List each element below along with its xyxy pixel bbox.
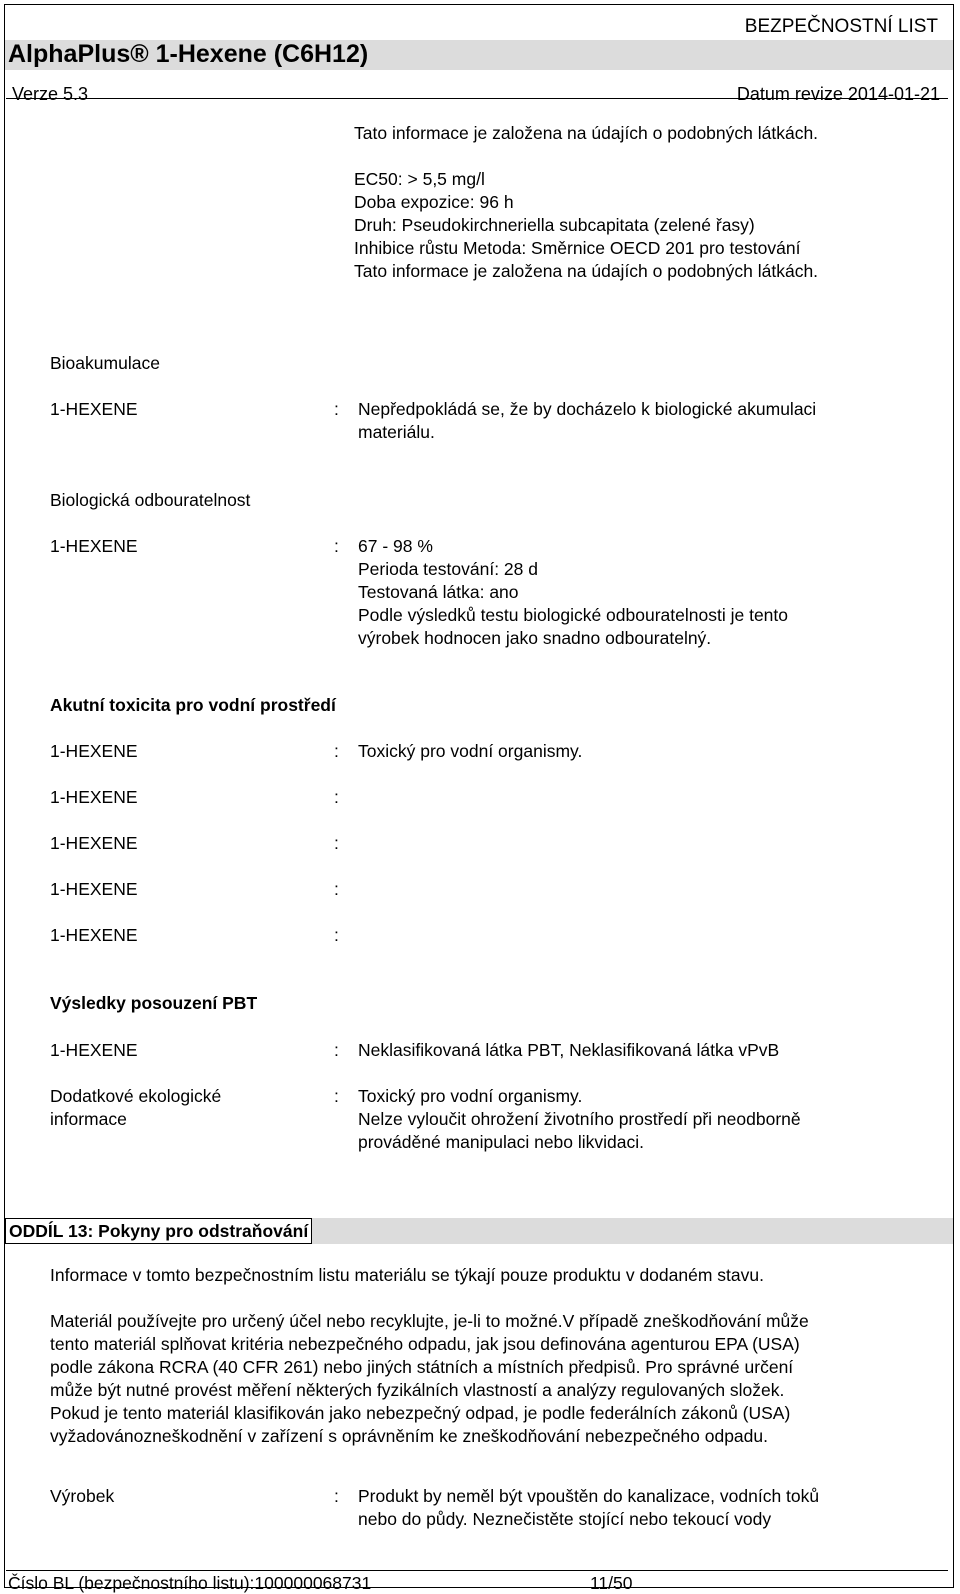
bioaccumulation-value-1: Nepředpokládá se, že by docházelo k biologické akumulaci [358,399,817,419]
section-13-paragraph-2-line: tento materiál splňovat kritéria nebezpečného odpadu, jak jsou definována agenturou EPA (USA) [50,1334,800,1354]
product-title: AlphaPlus® 1-Hexene (C6H12) [8,40,369,68]
biodegradability-note-2: výrobek hodnocen jako snadno odbouratelný. [358,628,712,648]
bioaccumulation-heading: Bioakumulace [50,353,160,373]
product-line-2: nebo do půdy. Neznečistěte stojící nebo tekoucí vody [358,1509,772,1529]
document-type: BEZPEČNOSTNÍ LIST [744,16,938,37]
aquatic-row-colon: : [334,741,339,761]
aquatic-row-substance: 1-HEXENE [50,879,138,899]
pbt-heading: Výsledky posouzení PBT [50,993,258,1013]
aquatic-row-colon: : [334,879,339,899]
footer-doc-number: Číslo BL (bezpečnostního listu):100000068731 [8,1573,372,1593]
version: Verze 5.3 [12,84,89,104]
aquatic-row-value: Toxický pro vodní organismy. [358,741,583,761]
pbt-substance: 1-HEXENE [50,1040,138,1060]
revision-date: Datum revize 2014-01-21 [736,84,940,104]
bioaccumulation-colon: : [334,399,339,419]
aquatic-row-substance: 1-HEXENE [50,833,138,853]
section-13-paragraph-2-line: podle zákona RCRA (40 CFR 261) nebo jiných státních a místních předpisů. Pro správné určení [50,1357,794,1377]
extra-eco-line-2: Nelze vyloučit ohrožení životního prostředí při neodborně [358,1109,801,1129]
extra-eco-line-3: prováděné manipulaci nebo likvidaci. [358,1132,645,1152]
section-13-paragraph-2-line: Pokud je tento materiál klasifikován jako nebezpečný odpad, je podle federálních zákonů (USA) [50,1403,791,1423]
section-13-paragraph-1: Informace v tomto bezpečnostním listu materiálu se týkají pouze produktu v dodaném stavu. [50,1265,764,1285]
biodegradability-substance: 1-HEXENE [50,536,138,556]
section-13-paragraph-2-line: vyžadovánozneškodnění v zařízení s oprávněním ke zneškodňování nebezpečného odpadu. [50,1426,768,1446]
pbt-colon: : [334,1040,339,1060]
bioaccumulation-value-2: materiálu. [358,422,435,442]
aquatic-row-substance: 1-HEXENE [50,787,138,807]
version-line [6,74,948,104]
extra-eco-label-2: informace [50,1109,127,1129]
bioaccumulation-substance: 1-HEXENE [50,399,138,419]
algae-source-note-1: Tato informace je založena na údajích o podobných látkách. [354,123,819,143]
extra-eco-colon: : [334,1086,339,1106]
pbt-value: Neklasifikovaná látka PBT, Neklasifikovaná látka vPvB [358,1040,780,1060]
biodegradability-colon: : [334,536,339,556]
biodegradability-tested: Testovaná látka: ano [358,582,519,602]
algae-method: Inhibice růstu Metoda: Směrnice OECD 201 pro testování [354,238,801,258]
algae-species: Druh: Pseudokirchneriella subcapitata (zelené řasy) [354,215,755,235]
section-13-paragraph-2-line: může být nutné provést měření některých fyzikálních vlastností a analýzy regulovaných složek. [50,1380,785,1400]
algae-exposure: Doba expozice: 96 h [354,192,514,212]
product-colon: : [334,1486,339,1506]
footer-divider [6,1570,948,1571]
aquatic-row-colon: : [334,833,339,853]
algae-source-note-2: Tato informace je založena na údajích o podobných látkách. [354,261,819,281]
biodegradability-period: Perioda testování: 28 d [358,559,538,579]
extra-eco-label-1: Dodatkové ekologické [50,1086,222,1106]
aquatic-row-colon: : [334,787,339,807]
aquatic-row-colon: : [334,925,339,945]
section-13-paragraph-2-line: Materiál používejte pro určený účel nebo recyklujte, je-li to možné.V případě zneškodňování může [50,1311,809,1331]
extra-eco-line-1: Toxický pro vodní organismy. [358,1086,583,1106]
footer-page-number: 11/50 [590,1573,633,1593]
biodegradability-result: 67 - 98 % [358,536,433,556]
section-13-title: ODDÍL 13: Pokyny pro odstraňování [5,1218,312,1244]
biodegradability-heading: Biologická odbouratelnost [50,490,251,510]
product-line-1: Produkt by neměl být vpouštěn do kanalizace, vodních toků [358,1486,820,1506]
algae-ec50: EC50: > 5,5 mg/l [354,169,485,189]
aquatic-row-substance: 1-HEXENE [50,741,138,761]
aquatic-toxicity-heading: Akutní toxicita pro vodní prostředí [50,695,336,715]
biodegradability-note-1: Podle výsledků testu biologické odbouratelnosti je tento [358,605,788,625]
product-label: Výrobek [50,1486,115,1506]
aquatic-row-substance: 1-HEXENE [50,925,138,945]
